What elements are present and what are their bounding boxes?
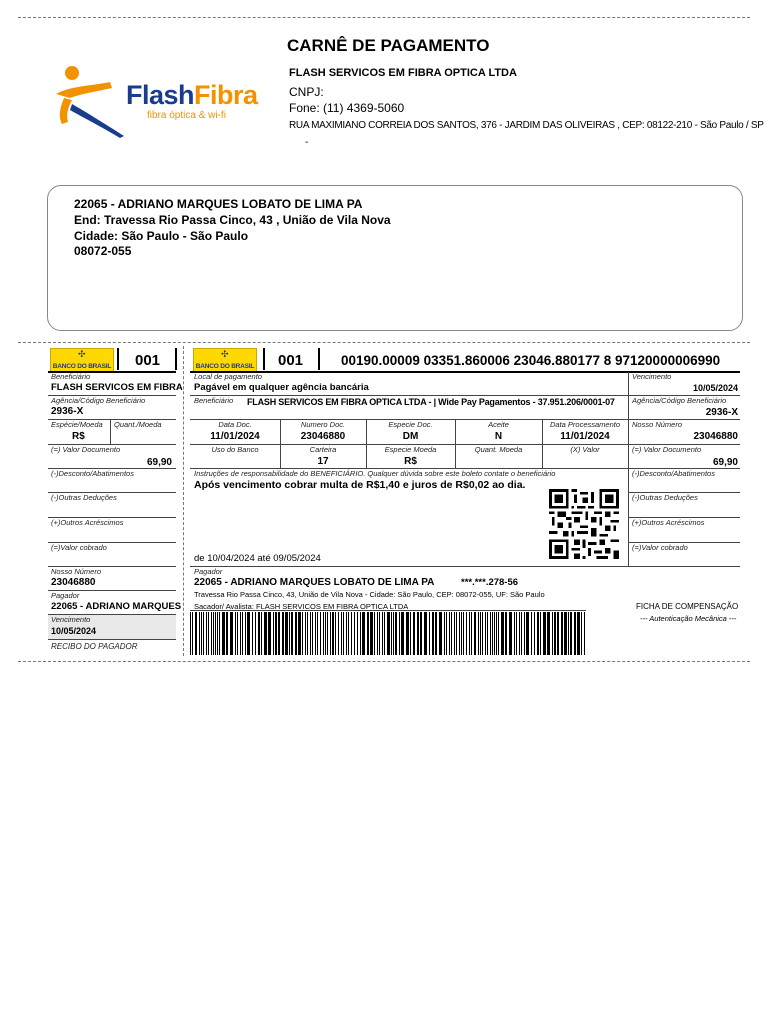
barcode-bar: [410, 612, 411, 655]
especie-doc-label: Especie Doc.: [388, 420, 433, 429]
receipt-venc: 10/05/2024: [51, 626, 97, 636]
barcode-bar: [463, 612, 464, 655]
barcode-bar: [357, 612, 358, 655]
company-address: RUA MAXIMIANO CORREIA DOS SANTOS, 376 - JARDIM DAS OLIVEIRAS , CEP: 08122-210 - São Paulo / SP: [289, 120, 764, 131]
barcode-bar: [282, 612, 284, 655]
vencimento: 10/05/2024: [692, 383, 738, 393]
barcode-bar: [384, 612, 385, 655]
barcode-bar: [370, 612, 373, 655]
barcode-bar: [325, 612, 326, 655]
bank-code-divider: [175, 348, 177, 370]
receipt-deducoes-label: (-)Outras Deduções: [51, 493, 117, 502]
receipt-agencia: 2936-X: [51, 406, 84, 417]
especie-doc: DM: [402, 431, 419, 442]
barcode-bar: [273, 612, 274, 655]
xvalor-label: (X) Valor: [570, 445, 600, 454]
barcode-bar: [449, 612, 450, 655]
barcode-bar: [393, 612, 394, 655]
barcode-bar: [323, 612, 324, 655]
barcode-bar: [446, 612, 447, 655]
barcode-bar: [235, 612, 236, 655]
carteira-label: Carteira: [309, 445, 337, 454]
cobrado-label: (=)Valor cobrado: [632, 543, 688, 552]
barcode-bar: [480, 612, 481, 655]
barcode-bar: [459, 612, 460, 655]
pagador-address: Travessa Rio Passa Cinco, 43, União de Vila Nova - Cidade: São Paulo, CEP: 08072-055, UF: São Paulo: [194, 590, 545, 599]
barcode-bar: [543, 612, 546, 655]
barcode-bar: [406, 612, 409, 655]
autenticacao: --- Autenticação Mecânica ---: [640, 614, 737, 623]
cut-line-top: [18, 17, 750, 18]
barcode-bar: [226, 612, 228, 655]
receipt-agencia-label: Agência/Código Beneficiário: [51, 396, 146, 405]
bank-symbol-icon: ✣: [78, 349, 86, 359]
barcode-bar: [413, 612, 415, 655]
barcode-bar: [526, 612, 529, 655]
bank-symbol-icon: ✣: [221, 349, 229, 359]
barcode-bar: [557, 612, 559, 655]
barcode-bar: [496, 612, 497, 655]
barcode-bar: [312, 612, 313, 655]
barcode-bar: [485, 612, 486, 655]
barcode-bar: [554, 612, 556, 655]
barcode-bar: [264, 612, 267, 655]
pagador: 22065 - ADRIANO MARQUES LOBATO DE LIMA PA: [194, 577, 435, 588]
barcode-bar: [564, 612, 567, 655]
data-doc: 11/01/2024: [210, 431, 260, 442]
barcode-bar: [461, 612, 462, 655]
barcode-bar: [360, 612, 361, 655]
receipt-cobrado-label: (=)Valor cobrado: [51, 543, 107, 552]
barcode-bar: [531, 612, 532, 655]
benef-label: Beneficiário: [194, 396, 234, 405]
data-proc: 11/01/2024: [560, 431, 610, 442]
receipt-especie-label: Espécie/Moeda: [51, 420, 103, 429]
barcode-bar: [230, 612, 233, 655]
barcode-bar: [537, 612, 539, 655]
digitable-line[interactable]: 00190.00009 03351.860006 23046.880177 8 97120000006990: [341, 353, 721, 368]
barcode-bar: [206, 612, 207, 655]
pix-qr-code: [548, 489, 620, 559]
barcode-bar: [362, 612, 365, 655]
quant-moeda-label: Quant. Moeda: [474, 445, 523, 454]
aceite: N: [494, 431, 503, 442]
barcode-bar: [285, 612, 288, 655]
cnpj-label: CNPJ:: [289, 85, 324, 99]
barcode-bar: [367, 612, 369, 655]
receipt-benef-label: Beneficiário: [51, 372, 91, 381]
barcode-bar: [519, 612, 520, 655]
data-proc-label: Data Processamento: [549, 420, 621, 429]
receipt-nosso-label: Nosso Número: [51, 567, 102, 576]
barcode-bar: [584, 612, 585, 655]
cut-line-middle: [18, 342, 750, 343]
barcode-bar: [346, 612, 347, 655]
logo-tagline: fibra óptica & wi-fi: [147, 110, 226, 121]
especie-moeda-label: Especie Moeda: [384, 445, 437, 454]
company-address-extra: -: [305, 137, 309, 148]
agencia: 2936-X: [705, 407, 738, 418]
carteira: 17: [317, 456, 329, 467]
receipt-pagador-label: Pagador: [51, 591, 80, 600]
payer-address-box: [47, 185, 743, 331]
nosso-numero: 23046880: [693, 431, 738, 442]
nosso-label: Nosso Número: [632, 420, 683, 429]
receipt-desconto-label: (-)Desconto/Abatimentos: [51, 469, 134, 478]
receipt-especie: R$: [72, 431, 85, 442]
receipt-venc-label: Vencimento: [51, 615, 91, 624]
barcode-bar: [302, 612, 303, 655]
barcode-bar: [327, 612, 328, 655]
barcode-bar: [330, 612, 331, 655]
numero-doc: 23046880: [300, 431, 346, 442]
barcode-bar: [310, 612, 311, 655]
barcode-bar: [261, 612, 262, 655]
barcode-bar: [203, 612, 204, 655]
bank-logo: [50, 348, 114, 372]
barcode-bar: [258, 612, 260, 655]
payment-barcode: [190, 612, 586, 655]
barcode-bar: [561, 612, 563, 655]
barcode-bar: [521, 612, 522, 655]
instr-label: Instruções de responsabilidade do BENEFICIÁRIO. Qualquer dúvida sobre este boleto contate o beneficiário: [194, 469, 556, 478]
barcode-bar: [247, 612, 250, 655]
payer-zip: 08072-055: [74, 244, 132, 258]
numero-doc-label: Numero Doc.: [300, 420, 346, 429]
cut-line-bottom: [18, 661, 750, 662]
barcode-bar: [255, 612, 256, 655]
barcode-bar: [354, 612, 355, 655]
receipt-separator: [183, 346, 184, 656]
valor-doc-label: (=) Valor Documento: [632, 445, 702, 454]
barcode-bar: [343, 612, 344, 655]
bank-code: 001: [135, 352, 161, 369]
barcode-bar: [534, 612, 535, 655]
barcode-bar: [377, 612, 378, 655]
barcode-bar: [332, 612, 334, 655]
barcode-bar: [379, 612, 380, 655]
barcode-bar: [505, 612, 507, 655]
barcode-bar: [469, 612, 470, 655]
barcode-bar: [382, 612, 383, 655]
beneficiario: FLASH SERVICOS EM FIBRA OPTICA LTDA - | Wide Pay Pagamentos - 37.951.206/0001-07: [247, 397, 615, 407]
barcode-bar: [482, 612, 483, 655]
barcode-bar: [524, 612, 525, 655]
barcode-bar: [577, 612, 580, 655]
bank-logo-text: BANCO DO BRASIL: [195, 363, 255, 370]
barcode-bar: [568, 612, 569, 655]
payer-street: End: Travessa Rio Passa Cinco, 43 , União de Vila Nova: [74, 213, 391, 227]
barcode-bar: [268, 612, 271, 655]
pagador-label: Pagador: [194, 567, 223, 576]
bank-logo: [193, 348, 257, 372]
barcode-bar: [240, 612, 241, 655]
period: de 10/04/2024 até 09/05/2024: [194, 553, 321, 564]
barcode-bar: [351, 612, 352, 655]
barcode-bar: [439, 612, 442, 655]
receipt-nosso: 23046880: [51, 577, 96, 588]
barcode-bar: [581, 612, 582, 655]
barcode-bar: [341, 612, 342, 655]
barcode-bar: [374, 612, 375, 655]
ficha-compensacao: FICHA DE COMPENSAÇÃO: [636, 602, 739, 611]
company-name: FLASH SERVICOS EM FIBRA OPTICA LTDA: [289, 67, 517, 79]
barcode-bar: [514, 612, 515, 655]
bank-code-divider: [117, 348, 119, 370]
logo-name-part1: Flash: [126, 80, 195, 110]
sacador: Sacador/ Avalista: FLASH SERVICOS EM FIBRA OPTICA LTDA: [194, 602, 409, 611]
barcode-bar: [424, 612, 427, 655]
barcode-bar: [320, 612, 321, 655]
logo-name-part2: Fibra: [194, 80, 258, 110]
barcode-bar: [237, 612, 238, 655]
barcode-bar: [305, 612, 306, 655]
barcode-bar: [498, 612, 499, 655]
barcode-bar: [494, 612, 495, 655]
barcode-bar: [298, 612, 301, 655]
desconto-label: (-)Desconto/Abatimentos: [632, 469, 715, 478]
barcode-bar: [307, 612, 308, 655]
barcode-bar: [245, 612, 246, 655]
barcode-bar: [490, 612, 491, 655]
agencia-label: Agência/Código Beneficiário: [632, 396, 727, 405]
barcode-bar: [213, 612, 214, 655]
barcode-bar: [540, 612, 541, 655]
barcode-bar: [471, 612, 472, 655]
barcode-bar: [208, 612, 209, 655]
barcode-bar: [451, 612, 452, 655]
local-pagamento: Pagável em qualquer agência bancária: [194, 382, 369, 393]
barcode-bar: [217, 612, 218, 655]
company-phone: Fone: (11) 4369-5060: [289, 101, 405, 115]
barcode-bar: [420, 612, 422, 655]
barcode-bar: [201, 612, 202, 655]
barcode-bar: [219, 612, 220, 655]
bank-code: 001: [278, 352, 304, 369]
barcode-bar: [211, 612, 212, 655]
local-label: Local de pagamento: [194, 372, 262, 381]
uso-banco-label: Uso do Banco: [211, 445, 259, 454]
valor-doc: 69,90: [712, 457, 738, 468]
page-title: CARNÊ DE PAGAMENTO: [287, 36, 490, 55]
barcode-bar: [435, 612, 437, 655]
barcode-bar: [348, 612, 349, 655]
acrescimos-label: (+)Outros Acréscimos: [632, 518, 705, 527]
data-doc-label: Data Doc.: [218, 420, 252, 429]
barcode-bar: [391, 612, 392, 655]
aceite-label: Aceite: [488, 420, 509, 429]
barcode-bar: [547, 612, 550, 655]
barcode-bar: [215, 612, 216, 655]
barcode-bar: [222, 612, 225, 655]
barcode-bar: [315, 612, 316, 655]
barcode-bar: [242, 612, 243, 655]
barcode-bar: [317, 612, 318, 655]
barcode-bar: [395, 612, 397, 655]
barcode-bar: [454, 612, 455, 655]
barcode-bar: [252, 612, 253, 655]
barcode-bar: [570, 612, 572, 655]
barcode-bar: [289, 612, 290, 655]
receipt-benef: FLASH SERVICOS EM FIBRA: [51, 382, 183, 393]
barcode-bar: [509, 612, 512, 655]
barcode-bar: [552, 612, 553, 655]
payer-city: Cidade: São Paulo - São Paulo: [74, 229, 249, 243]
barcode-bar: [195, 612, 197, 655]
receipt-footer: RECIBO DO PAGADOR: [51, 642, 138, 651]
pagador-cpf: ***.***.278-56: [461, 577, 519, 588]
barcode-bar: [387, 612, 390, 655]
barcode-bar: [338, 612, 339, 655]
barcode-bar: [444, 612, 445, 655]
barcode-bar: [474, 612, 476, 655]
barcode-bar: [335, 612, 336, 655]
barcode-bar: [401, 612, 404, 655]
receipt-acrescimos-label: (+)Outros Acréscimos: [51, 518, 124, 527]
barcode-bar: [429, 612, 430, 655]
receipt-valor-label: (=) Valor Documento: [51, 445, 121, 454]
company-logo: [50, 64, 258, 144]
barcode-bar: [487, 612, 488, 655]
barcode-bar: [199, 612, 200, 655]
barcode-bar: [291, 612, 293, 655]
deducoes-label: (-)Outras Deduções: [632, 493, 698, 502]
receipt-valor: 69,90: [146, 457, 172, 468]
barcode-bar: [466, 612, 467, 655]
barcode-bar: [432, 612, 434, 655]
venc-label: Vencimento: [632, 372, 672, 381]
payer-name: 22065 - ADRIANO MARQUES LOBATO DE LIMA PA: [74, 197, 363, 211]
receipt-pagador: 22065 - ADRIANO MARQUES: [51, 601, 182, 612]
barcode-bar: [478, 612, 479, 655]
barcode-bar: [417, 612, 419, 655]
barcode-bar: [399, 612, 400, 655]
barcode-bar: [456, 612, 457, 655]
barcode-bar: [574, 612, 576, 655]
instructions: Após vencimento cobrar multa de R$1,40 e juros de R$0,02 ao dia.: [194, 479, 526, 491]
barcode-bar: [278, 612, 280, 655]
barcode-bar: [295, 612, 297, 655]
barcode-bar: [516, 612, 517, 655]
barcode-bar: [190, 612, 191, 655]
barcode-bar: [501, 612, 504, 655]
flashfibra-figure-icon: [50, 64, 130, 140]
barcode-bar: [492, 612, 493, 655]
barcode-bar: [192, 612, 193, 655]
bank-logo-text: BANCO DO BRASIL: [52, 363, 112, 370]
receipt-quant-label: Quant./Moeda: [114, 420, 162, 429]
especie-moeda: R$: [404, 456, 417, 467]
barcode-bar: [275, 612, 277, 655]
